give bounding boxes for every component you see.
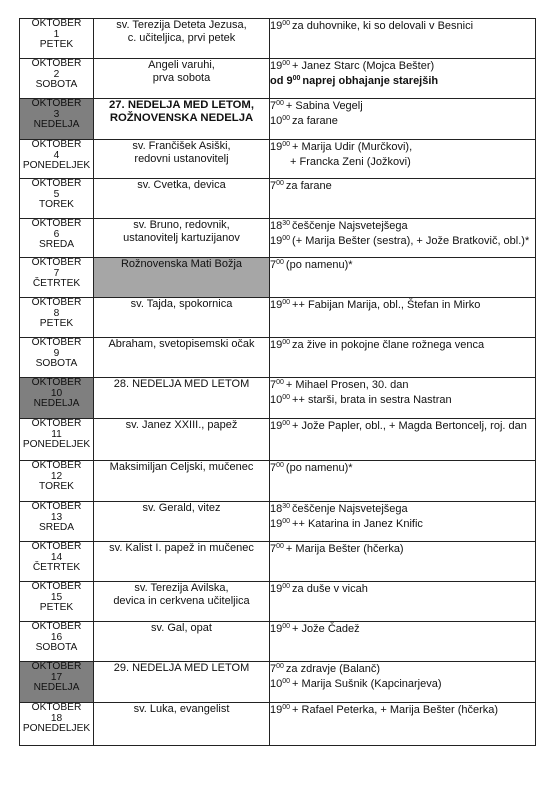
date-cell bbox=[20, 140, 94, 179]
feast-line: sv. Cvetka, devica bbox=[137, 179, 226, 191]
date-month: OKTOBER bbox=[31, 460, 82, 471]
feast-cell bbox=[94, 378, 270, 419]
schedule-row bbox=[20, 140, 536, 179]
mass-hour: 7 bbox=[270, 663, 277, 675]
date-month: OKTOBER bbox=[31, 58, 82, 69]
mass-minute: 00 bbox=[282, 141, 291, 148]
date-day: 6 bbox=[53, 228, 60, 240]
mass-intention: ++ Katarina in Janez Knific bbox=[292, 517, 423, 530]
date-month: OKTOBER bbox=[31, 418, 82, 429]
mass-entry bbox=[270, 622, 535, 637]
mass-intention: ++ Fabijan Marija, obl., Štefan in Mirko bbox=[292, 299, 481, 311]
feast-cell bbox=[94, 99, 270, 140]
date-month: OKTOBER bbox=[31, 178, 82, 189]
date-cell bbox=[20, 258, 94, 298]
date-day: 7 bbox=[53, 267, 60, 279]
mass-hour: 10 bbox=[270, 114, 283, 127]
mass-entry bbox=[270, 219, 535, 234]
schedule-row bbox=[20, 542, 536, 582]
mass-entry bbox=[270, 419, 535, 434]
mass-hour: 19 bbox=[270, 517, 283, 530]
mass-hour: 19 bbox=[270, 60, 283, 72]
date-weekday: PETEK bbox=[39, 318, 74, 330]
date-cell bbox=[20, 99, 94, 140]
date-day: 4 bbox=[53, 149, 60, 161]
mass-entry bbox=[270, 298, 535, 313]
mass-cell bbox=[270, 99, 536, 140]
feast-line: sv. Terezija Deteta Jezusa, bbox=[116, 19, 247, 31]
mass-intention: češčenje Najsvetejšega bbox=[292, 503, 408, 515]
mass-hour: 10 bbox=[270, 677, 283, 690]
mass-entry bbox=[270, 393, 535, 408]
mass-minute: 00 bbox=[292, 74, 301, 82]
mass-intention: za farane bbox=[285, 180, 332, 192]
schedule-row bbox=[20, 502, 536, 542]
schedule-row bbox=[20, 179, 536, 219]
date-cell bbox=[20, 542, 94, 582]
mass-entry bbox=[270, 662, 535, 677]
mass-hour: 7 bbox=[270, 259, 277, 271]
date-day: 13 bbox=[50, 511, 63, 523]
feast-cell bbox=[94, 179, 270, 219]
mass-entry bbox=[270, 258, 535, 273]
mass-hour: 7 bbox=[270, 379, 277, 391]
mass-entry bbox=[270, 461, 535, 476]
feast-line: Rožnovenska Mati Božja bbox=[120, 258, 243, 270]
date-month: OKTOBER bbox=[31, 297, 82, 308]
mass-entry bbox=[270, 74, 535, 89]
schedule-row bbox=[20, 419, 536, 461]
date-cell bbox=[20, 662, 94, 703]
date-weekday: PETEK bbox=[39, 39, 74, 51]
mass-minute: 30 bbox=[282, 503, 291, 510]
date-weekday: PONEDELJEK bbox=[22, 439, 91, 451]
mass-intention: + Francka Zeni (Jožkovi) bbox=[290, 155, 411, 168]
mass-entry bbox=[270, 582, 535, 597]
date-cell bbox=[20, 419, 94, 461]
mass-intention: + Mihael Prosen, 30. dan bbox=[285, 379, 409, 391]
feast-cell bbox=[94, 502, 270, 542]
mass-intention: (po namenu)* bbox=[285, 462, 353, 474]
mass-hour: 19 bbox=[270, 339, 283, 351]
date-weekday: SOBOTA bbox=[35, 642, 78, 654]
date-month: OKTOBER bbox=[31, 18, 82, 29]
feast-cell bbox=[94, 662, 270, 703]
mass-minute: 00 bbox=[282, 704, 291, 711]
mass-entry bbox=[270, 542, 535, 557]
feast-cell bbox=[94, 542, 270, 582]
mass-minute: 00 bbox=[282, 583, 291, 590]
mass-minute: 30 bbox=[282, 220, 291, 227]
date-cell bbox=[20, 19, 94, 59]
mass-minute: 00 bbox=[282, 299, 291, 306]
mass-intention: za zdravje (Balanč) bbox=[285, 663, 381, 675]
mass-cell bbox=[270, 19, 536, 59]
date-cell bbox=[20, 179, 94, 219]
mass-cell bbox=[270, 338, 536, 378]
mass-intention: za duše v vicah bbox=[292, 583, 368, 595]
schedule-table bbox=[19, 18, 536, 746]
mass-intention: (po namenu)* bbox=[285, 259, 353, 271]
feast-cell bbox=[94, 703, 270, 746]
mass-hour: 7 bbox=[270, 462, 277, 474]
feast-cell bbox=[94, 219, 270, 258]
date-day: 10 bbox=[50, 387, 63, 399]
feast-line: sv. Janez XXIII., papež bbox=[125, 419, 238, 431]
schedule-row bbox=[20, 703, 536, 746]
date-month: OKTOBER bbox=[31, 541, 82, 552]
feast-line: sv. Luka, evangelist bbox=[133, 703, 230, 715]
date-month: OKTOBER bbox=[31, 501, 82, 512]
mass-hour: 18 bbox=[270, 220, 283, 232]
date-weekday: SREDA bbox=[38, 522, 75, 534]
mass-intention: + Jože Papler, obl., + Magda Bertoncelj, roj. dan bbox=[292, 420, 527, 432]
date-weekday: TOREK bbox=[39, 481, 74, 493]
date-weekday: TOREK bbox=[39, 199, 74, 211]
mass-minute: 00 bbox=[282, 60, 291, 67]
date-weekday: NEDELJA bbox=[33, 119, 80, 131]
date-cell bbox=[20, 703, 94, 746]
date-cell bbox=[20, 298, 94, 338]
mass-minute: 00 bbox=[276, 543, 284, 550]
date-month: OKTOBER bbox=[31, 581, 82, 592]
mass-minute: 00 bbox=[282, 20, 291, 27]
mass-intention: + Marija Bešter (hčerka) bbox=[285, 543, 404, 555]
mass-intention: ++ starši, brata in sestra Nastran bbox=[292, 393, 452, 406]
date-day: 9 bbox=[53, 347, 60, 359]
feast-line: Abraham, svetopisemski očak bbox=[108, 338, 255, 350]
mass-hour: 10 bbox=[270, 393, 283, 406]
feast-line: devica in cerkvena učiteljica bbox=[113, 595, 250, 607]
date-day: 8 bbox=[53, 307, 60, 319]
mass-hour: 19 bbox=[270, 583, 283, 595]
date-cell bbox=[20, 378, 94, 419]
mass-intention: + Sabina Vegelj bbox=[285, 100, 363, 112]
date-month: OKTOBER bbox=[31, 218, 82, 229]
mass-cell bbox=[270, 298, 536, 338]
mass-intention: + Marija Sušnik (Kapcinarjeva) bbox=[292, 677, 442, 690]
schedule-body bbox=[20, 19, 536, 746]
date-weekday: PETEK bbox=[39, 602, 74, 614]
mass-minute: 00 bbox=[282, 393, 291, 401]
mass-cell bbox=[270, 140, 536, 179]
mass-intention: + Marija Udir (Murčkovi), bbox=[292, 141, 413, 153]
mass-hour: 19 bbox=[270, 141, 283, 153]
mass-cell bbox=[270, 542, 536, 582]
schedule-row bbox=[20, 582, 536, 622]
mass-minute: 00 bbox=[276, 379, 284, 386]
date-day: 16 bbox=[50, 631, 63, 643]
schedule-row bbox=[20, 19, 536, 59]
mass-cell bbox=[270, 378, 536, 419]
mass-entry bbox=[270, 502, 535, 517]
date-day: 15 bbox=[50, 591, 63, 603]
feast-line: ustanovitelj kartuzijanov bbox=[123, 232, 240, 244]
mass-intention: češčenje Najsvetejšega bbox=[292, 220, 408, 232]
mass-cell bbox=[270, 502, 536, 542]
mass-hour: 19 bbox=[270, 20, 283, 32]
date-weekday: NEDELJA bbox=[33, 682, 80, 694]
date-day: 18 bbox=[50, 712, 63, 724]
mass-hour: 18 bbox=[270, 503, 283, 515]
date-cell bbox=[20, 219, 94, 258]
date-day: 12 bbox=[50, 470, 63, 482]
mass-entry bbox=[270, 517, 535, 532]
mass-entry bbox=[270, 155, 535, 170]
date-month: OKTOBER bbox=[31, 377, 82, 388]
feast-line: sv. Tajda, spokornica bbox=[130, 298, 233, 310]
date-cell bbox=[20, 461, 94, 502]
mass-hour: 19 bbox=[270, 420, 283, 432]
schedule-row bbox=[20, 59, 536, 99]
feast-cell bbox=[94, 258, 270, 298]
feast-cell bbox=[94, 140, 270, 179]
mass-intention: + Janez Starc (Mojca Bešter) bbox=[292, 60, 435, 72]
mass-minute: 00 bbox=[282, 623, 291, 630]
date-weekday: PONEDELJEK bbox=[22, 160, 91, 172]
mass-entry bbox=[270, 234, 535, 249]
mass-minute: 00 bbox=[282, 114, 291, 122]
mass-hour: 19 bbox=[270, 704, 283, 716]
feast-line: sv. Bruno, redovnik, bbox=[133, 219, 230, 231]
feast-line: sv. Terezija Avilska, bbox=[134, 582, 229, 594]
schedule-row bbox=[20, 219, 536, 258]
mass-minute: 00 bbox=[276, 100, 284, 107]
feast-cell bbox=[94, 582, 270, 622]
date-weekday: SOBOTA bbox=[35, 79, 78, 91]
feast-line: c. učiteljica, prvi petek bbox=[127, 32, 236, 44]
mass-entry bbox=[270, 114, 535, 129]
schedule-row bbox=[20, 298, 536, 338]
mass-hour: 7 bbox=[270, 100, 277, 112]
date-day: 5 bbox=[53, 188, 60, 200]
date-weekday: PONEDELJEK bbox=[22, 723, 91, 735]
schedule-row bbox=[20, 662, 536, 703]
mass-cell bbox=[270, 662, 536, 703]
mass-entry bbox=[270, 59, 535, 74]
schedule-row bbox=[20, 258, 536, 298]
mass-cell bbox=[270, 461, 536, 502]
date-cell bbox=[20, 59, 94, 99]
feast-line: sv. Frančišek Asiški, bbox=[132, 140, 231, 152]
date-cell bbox=[20, 502, 94, 542]
mass-hour: 19 bbox=[270, 623, 283, 635]
date-day: 11 bbox=[51, 428, 62, 440]
feast-line: ROŽNOVENSKA NEDELJA bbox=[109, 112, 254, 124]
date-weekday: SOBOTA bbox=[35, 358, 78, 370]
schedule-row bbox=[20, 338, 536, 378]
date-weekday: SREDA bbox=[38, 239, 75, 251]
mass-entry bbox=[270, 140, 535, 155]
feast-line: Maksimiljan Celjski, mučenec bbox=[109, 461, 254, 473]
feast-cell bbox=[94, 19, 270, 59]
mass-hour: 7 bbox=[270, 543, 277, 555]
mass-hour: 7 bbox=[270, 180, 277, 192]
mass-cell bbox=[270, 258, 536, 298]
mass-minute: 00 bbox=[282, 517, 291, 525]
mass-intention: za žive in pokojne člane rožnega venca bbox=[292, 339, 485, 351]
mass-entry bbox=[270, 378, 535, 393]
date-month: OKTOBER bbox=[31, 621, 82, 632]
date-weekday: NEDELJA bbox=[33, 398, 80, 410]
feast-cell bbox=[94, 419, 270, 461]
mass-intention: (+ Marija Bešter (sestra), + Jože Bratkovič, obl.)* bbox=[292, 234, 530, 247]
mass-intention: + Jože Čadež bbox=[292, 623, 360, 635]
date-month: OKTOBER bbox=[31, 98, 82, 109]
schedule-row bbox=[20, 378, 536, 419]
mass-intention: + Rafael Peterka, + Marija Bešter (hčerka) bbox=[292, 704, 499, 716]
feast-cell bbox=[94, 461, 270, 502]
mass-entry bbox=[270, 179, 535, 194]
feast-line: 28. NEDELJA MED LETOM bbox=[113, 378, 250, 390]
mass-cell bbox=[270, 419, 536, 461]
mass-minute: 00 bbox=[276, 180, 284, 187]
feast-line: prva sobota bbox=[152, 72, 211, 84]
date-month: OKTOBER bbox=[31, 139, 82, 150]
date-cell bbox=[20, 338, 94, 378]
mass-cell bbox=[270, 622, 536, 662]
feast-cell bbox=[94, 338, 270, 378]
schedule-row bbox=[20, 461, 536, 502]
feast-line: 29. NEDELJA MED LETOM bbox=[113, 662, 250, 674]
mass-intention: za farane bbox=[292, 114, 338, 127]
date-month: OKTOBER bbox=[31, 257, 82, 268]
mass-cell bbox=[270, 179, 536, 219]
mass-cell bbox=[270, 703, 536, 746]
feast-line: 27. NEDELJA MED LETOM, bbox=[108, 99, 254, 111]
mass-intention: naprej obhajanje starejših bbox=[302, 74, 439, 87]
schedule-row bbox=[20, 99, 536, 140]
mass-intention: za duhovnike, ki so delovali v Besnici bbox=[292, 20, 474, 32]
mass-entry bbox=[270, 703, 535, 718]
feast-line: sv. Gerald, vitez bbox=[142, 502, 221, 514]
schedule-row bbox=[20, 622, 536, 662]
date-day: 14 bbox=[50, 551, 63, 563]
date-weekday: ČETRTEK bbox=[32, 278, 81, 290]
date-weekday: ČETRTEK bbox=[32, 562, 81, 574]
mass-minute: 00 bbox=[276, 462, 284, 469]
date-day: 2 bbox=[53, 68, 60, 80]
date-cell bbox=[20, 582, 94, 622]
feast-cell bbox=[94, 59, 270, 99]
date-day: 3 bbox=[53, 108, 60, 120]
mass-minute: 00 bbox=[276, 259, 284, 266]
mass-hour: 19 bbox=[270, 299, 283, 311]
feast-line: redovni ustanovitelj bbox=[134, 153, 229, 165]
feast-line: sv. Kalist I. papež in mučenec bbox=[109, 542, 254, 554]
mass-hour: 19 bbox=[270, 234, 283, 247]
mass-cell bbox=[270, 219, 536, 258]
date-cell bbox=[20, 622, 94, 662]
mass-minute: 00 bbox=[282, 677, 291, 685]
mass-entry bbox=[270, 19, 535, 34]
mass-minute: 00 bbox=[282, 420, 291, 427]
feast-line: Angeli varuhi, bbox=[148, 59, 215, 71]
mass-cell bbox=[270, 59, 536, 99]
mass-cell bbox=[270, 582, 536, 622]
mass-entry bbox=[270, 677, 535, 692]
feast-line: sv. Gal, opat bbox=[151, 622, 212, 634]
mass-minute: 00 bbox=[282, 339, 291, 346]
date-month: OKTOBER bbox=[31, 337, 82, 348]
date-day: 17 bbox=[50, 671, 63, 683]
feast-cell bbox=[94, 622, 270, 662]
feast-cell bbox=[94, 298, 270, 338]
date-day: 1 bbox=[53, 28, 60, 40]
mass-minute: 00 bbox=[282, 234, 291, 242]
mass-minute: 00 bbox=[276, 663, 284, 670]
date-month: OKTOBER bbox=[31, 661, 82, 672]
mass-entry bbox=[270, 99, 535, 114]
mass-entry bbox=[270, 338, 535, 353]
date-month: OKTOBER bbox=[31, 702, 82, 713]
mass-hour: od 9 bbox=[270, 74, 293, 87]
